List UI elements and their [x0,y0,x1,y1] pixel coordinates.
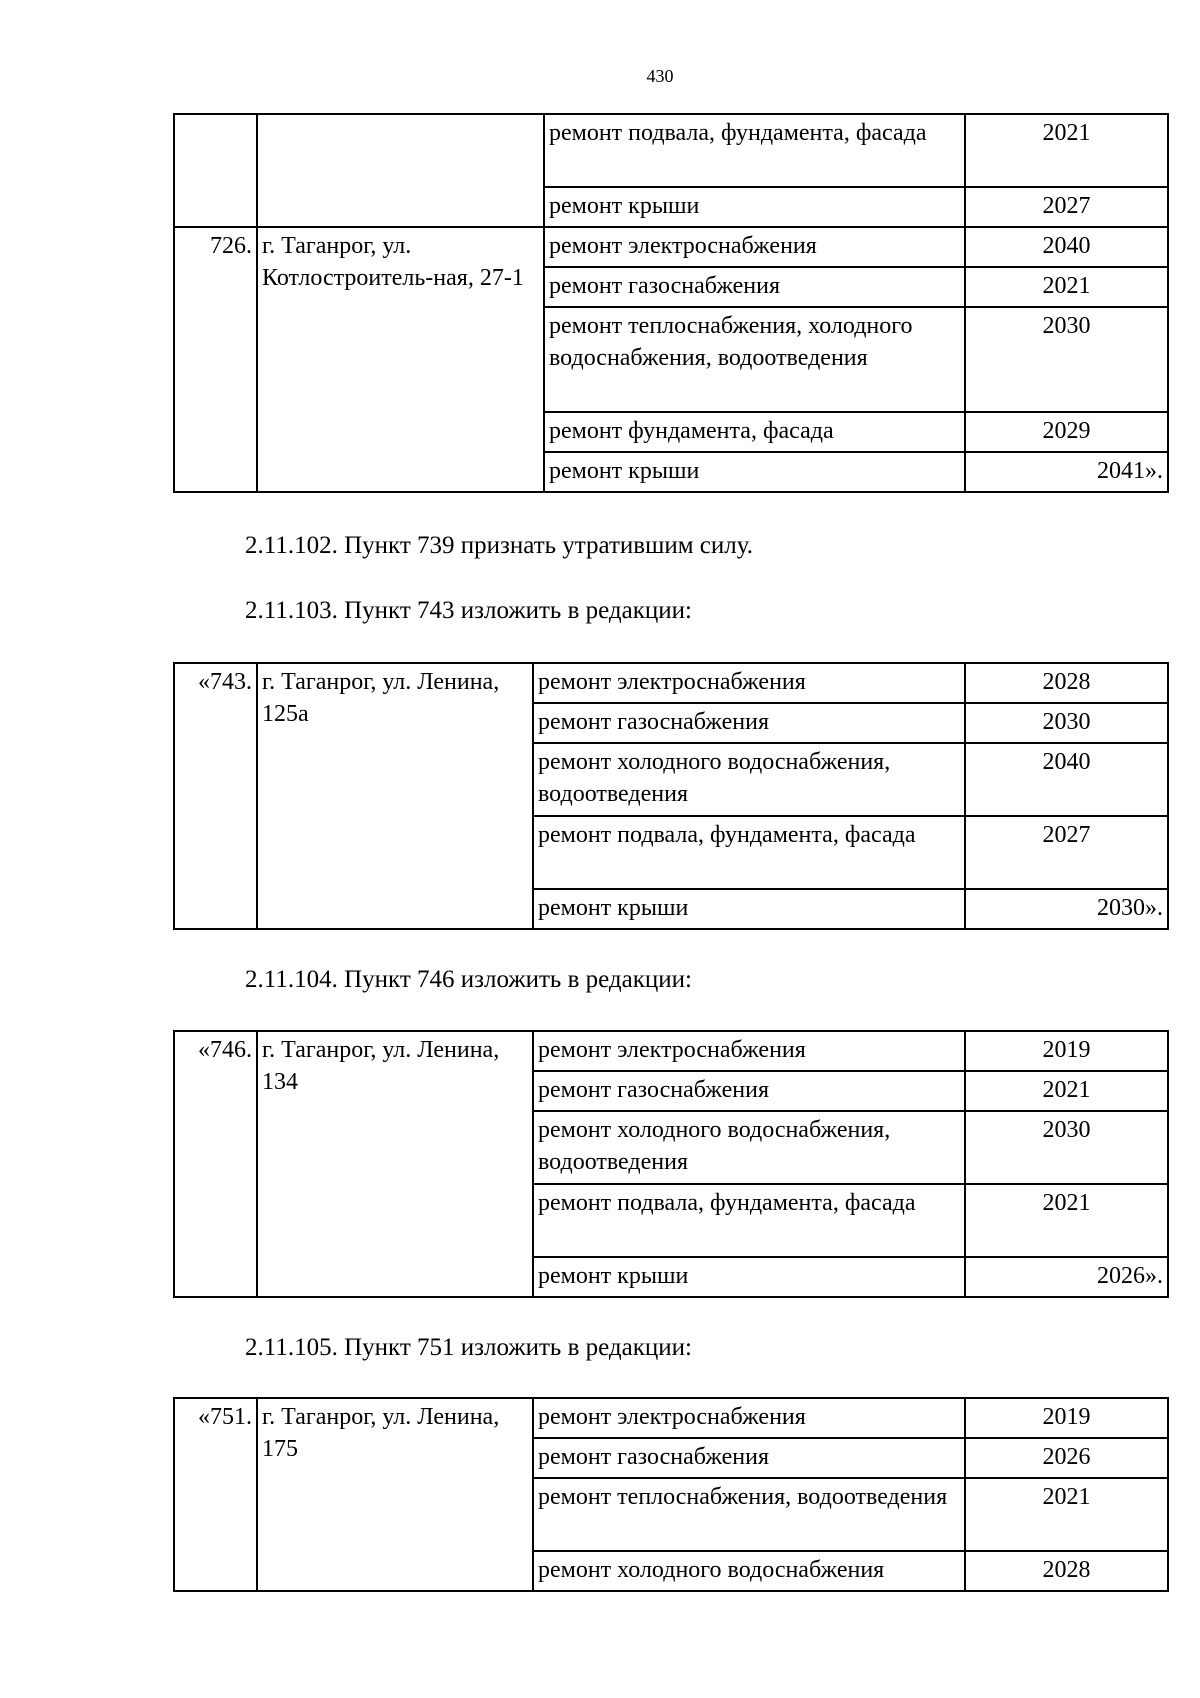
work-cell: ремонт холодного водоснабжения, водоотведения [533,743,965,816]
work-cell: ремонт газоснабжения [533,1438,965,1478]
work-cell: ремонт фундамента, фасада [544,412,965,452]
item-number-cell: «743. [174,663,257,929]
work-cell: ремонт крыши [533,889,965,929]
item-number-cell [174,114,257,227]
item-number-cell: 726. [174,227,257,492]
year-cell: 2019 [965,1031,1168,1071]
year-cell: 2021 [965,1478,1168,1551]
work-cell: ремонт газоснабжения [533,1071,965,1111]
work-cell: ремонт газоснабжения [544,267,965,307]
year-cell: 2026 [965,1438,1168,1478]
work-cell: ремонт крыши [544,187,965,227]
page-number: 430 [646,66,674,86]
works-table-751 [173,1397,1169,1592]
works-table-743 [173,662,1169,930]
address-cell: г. Таганрог, ул. Ленина, 175 [257,1398,533,1591]
work-cell: ремонт крыши [533,1257,965,1297]
work-cell: ремонт электроснабжения [533,1031,965,1071]
year-cell: 2026». [965,1257,1168,1297]
paragraph-2-11-102: 2.11.102. Пункт 739 признать утратившим силу. [245,532,753,559]
year-cell: 2041». [965,452,1168,492]
paragraph-2-11-104: 2.11.104. Пункт 746 изложить в редакции: [245,966,692,993]
year-cell: 2040 [965,743,1168,816]
year-cell: 2027 [965,816,1168,889]
year-cell: 2028 [965,1551,1168,1591]
year-cell: 2029 [965,412,1168,452]
year-cell: 2021 [965,1184,1168,1257]
year-cell: 2030 [965,1111,1168,1184]
year-cell: 2028 [965,663,1168,703]
year-cell: 2021 [965,267,1168,307]
year-cell: 2019 [965,1398,1168,1438]
table-row [174,1398,1168,1438]
table-row [174,227,1168,267]
year-cell: 2040 [965,227,1168,267]
work-cell: ремонт подвала, фундамента, фасада [544,114,965,187]
paragraph-2-11-103: 2.11.103. Пункт 743 изложить в редакции: [245,597,692,624]
works-table-746 [173,1030,1169,1298]
work-cell: ремонт холодного водоснабжения, водоотведения [533,1111,965,1184]
year-cell: 2030». [965,889,1168,929]
paragraph-2-11-105: 2.11.105. Пункт 751 изложить в редакции: [245,1334,692,1361]
address-cell: г. Таганрог, ул. Ленина, 134 [257,1031,533,1297]
work-cell: ремонт холодного водоснабжения [533,1551,965,1591]
year-cell: 2021 [965,114,1168,187]
work-cell: ремонт крыши [544,452,965,492]
item-number-cell: «746. [174,1031,257,1297]
address-cell: г. Таганрог, ул. Котлостроитель-ная, 27-1 [257,227,544,492]
work-cell: ремонт подвала, фундамента, фасада [533,816,965,889]
year-cell: 2027 [965,187,1168,227]
address-cell [257,114,544,227]
work-cell: ремонт теплоснабжения, холодного водоснабжения, водоотведения [544,307,965,412]
year-cell: 2021 [965,1071,1168,1111]
work-cell: ремонт газоснабжения [533,703,965,743]
work-cell: ремонт подвала, фундамента, фасада [533,1184,965,1257]
year-cell: 2030 [965,307,1168,412]
work-cell: ремонт электроснабжения [533,663,965,703]
table-row [174,663,1168,703]
item-number-cell: «751. [174,1398,257,1591]
table-row [174,1031,1168,1071]
work-cell: ремонт теплоснабжения, водоотведения [533,1478,965,1551]
year-cell: 2030 [965,703,1168,743]
table-row [174,114,1168,187]
works-table-726 [173,113,1169,493]
address-cell: г. Таганрог, ул. Ленина, 125а [257,663,533,929]
work-cell: ремонт электроснабжения [544,227,965,267]
work-cell: ремонт электроснабжения [533,1398,965,1438]
